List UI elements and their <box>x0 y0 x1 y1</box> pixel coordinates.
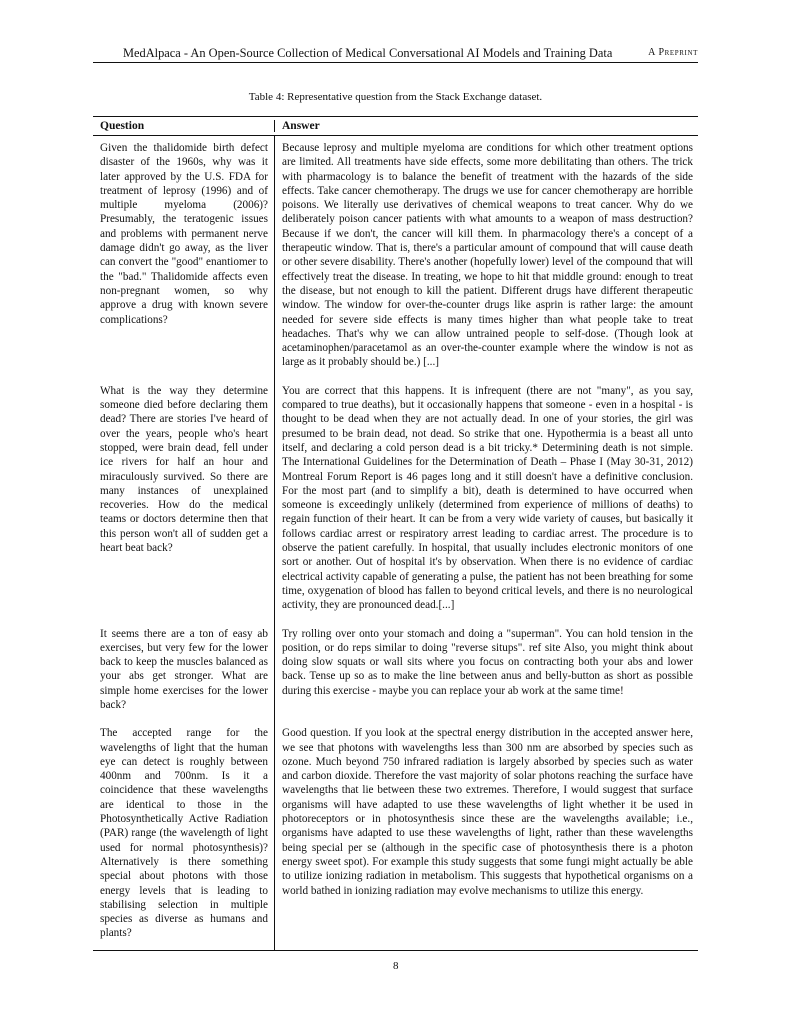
column-header-answer: Answer <box>274 120 698 132</box>
table-row <box>93 136 698 379</box>
table-row <box>93 379 698 622</box>
qa-table <box>93 116 698 951</box>
running-title: MedAlpaca - An Open-Source Collection of Medical Conversational AI Models and Training Data <box>123 46 613 60</box>
preprint-tag: A Preprint <box>648 47 698 58</box>
column-header-question: Question <box>100 120 145 132</box>
question-cell: What is the way they determine someone died before declaring them dead? There are stories I've heard of over the years, people who's heart stopped, were brain dead, fell under ice rivers for half an hour and miraculously survived. So there are many instances of unexplained recoveries. How do the medical teams or doctors determine then that this person won't all of sudden get a heart beat back? <box>100 384 268 555</box>
table-row <box>93 622 698 722</box>
question-cell: The accepted range for the wavelengths of light that the human eye can detect is roughly between 400nm and 700nm. Is it a coincidence that these wavelengths are identical to those in the Photosynthetically Active Radiation (PAR) range (the wavelength of light used for normal photosynthesis)? Alternatively is there something special about photons with those energy levels that is leading to stabilising selection in multiple species as diverse as humans and plants? <box>100 727 268 940</box>
page-number: 8 <box>393 960 399 972</box>
running-head <box>93 45 698 63</box>
answer-cell: Try rolling over onto your stomach and doing a "superman". You can hold tension in the position, or do reps similar to doing "reverse situps". ref site Also, you might think about doing slow squats or wall sits where you focus on contracting both your abs and lower back. Tense up so as to make the line between anus and belly-button as short as possible during this exercise - maybe you can replace your ab work at the same time! <box>274 622 698 722</box>
question-cell: It seems there are a ton of easy ab exercises, but very few for the lower back to keep the muscles balanced as your abs get stronger. What are simple home exercises for the lower back? <box>100 627 268 711</box>
table-row <box>93 721 698 949</box>
table-caption: Table 4: Representative question from the Stack Exchange dataset. <box>248 91 543 103</box>
answer-cell: You are correct that this happens. It is infrequent (there are not "many", as you say, compared to true deaths), but it occasionally happens that someone - even in a hospital - is thought to be dead when they are not actually dead. In one of your stories, the girl was presumed to be brain dead, not dead. So strike that one. Hypothermia is a beast all unto itself, and declaring a cold person dead is a bit tricky.* Determining death is not simple. The International Guidelines for the Determination of Death – Phase I (May 30-31, 2012) Montreal Forum Report is 46 pages long and it still doesn't have a definitive conclusion. For the most part (and to simplify a bit), death is determined to have occurred when someone is exceedingly unlikely (determined from experience of millions of deaths) to regain function of their heart. It can be from a very wide variety of causes, but basically it follows cardiac arrest or respiratory arrest leading to cardiac arrest. The procedure is to observe the patient carefully. In hospital, that usually includes electronic monitors of one sort or another. Out of hospital it's by observation. When there is no evidence of cardiac electrical activity capable of generating a pulse, the patient has not been breathing for some time, oxygenation of blood has fallen to beyond critical levels, and there is no neurological activity, they are pronounced dead.[...] <box>274 379 698 622</box>
table-header-row <box>93 117 698 136</box>
answer-cell: Good question. If you look at the spectral energy distribution in the accepted answer here, we see that photons with wavelengths less than 300 nm are absorbed by species such as ozone. Much beyond 750 infrared radiation is largely absorbed by species such as water and carbon dioxide. Therefore the vast majority of solar photons reaching the surface have wavelengths that lie between these two extremes. Therefore, I would suggest that surface organisms will have adapted to use these wavelengths of light whether it be used in photoreceptors or in photosynthesis since these are the wavelengths available; i.e., organisms have adapted to use these wavelengths of light, rather than these wavelengths being special per se (although in the specific case of photosynthesis there is a photon energy sweet spot). For example this study suggests that some fungi might actually be able to utilize ionizing radiation in metabolism. This suggests that hypothetical organisms on a world bathed in ionizing radiation may evolve mechanisms to utilize this energy. <box>274 721 698 949</box>
answer-cell: Because leprosy and multiple myeloma are conditions for which other treatment options are limited. All treatments have side effects, some more debilitating than others. The trick with pharmacology is to balance the benefit of treatment with the hazards of the side effects. Take cancer chemotherapy. The drugs we use for cancer chemotherapy are horrible poisons. We literally use derivatives of chemical weapons to treat cancer. Why do we deliberately poison cancer patients with what amounts to a weapon of mass destruction? Because if we don't, the cancer will kill them. In pharmacology there's a concept of a therapeutic window. That is, there's a particular amount of compound that will cause death or other severe disability. There's another (hopefully lower) level of the compound that will effectively treat the disease. In treating, we hope to hit that middle ground: enough to treat the disease, but not enough to kill the patient. Different drugs have different therapeutic window. The window for over-the-counter drugs like asprin is rather large: the amount needed for severe side effects is many times higher than what people take to treat headaches. That's why we can allow untrained people to self-dose. (Though look at acetaminophen/paracetamol as an over-the-counter example where the window is not as large as it probably should be.) [...] <box>274 136 698 379</box>
question-cell: Given the thalidomide birth defect disaster of the 1960s, why was it later approved by the U.S. FDA for treatment of leprosy (1996) and of multiple myeloma (2006)? Presumably, the teratogenic issues and problems with permanent nerve damage didn't go away, as the liver can convert the "good" enantiomer to the "bad." Thalidomide affects even non-pregnant women, so why approve a drug with known severe complications? <box>100 142 268 326</box>
